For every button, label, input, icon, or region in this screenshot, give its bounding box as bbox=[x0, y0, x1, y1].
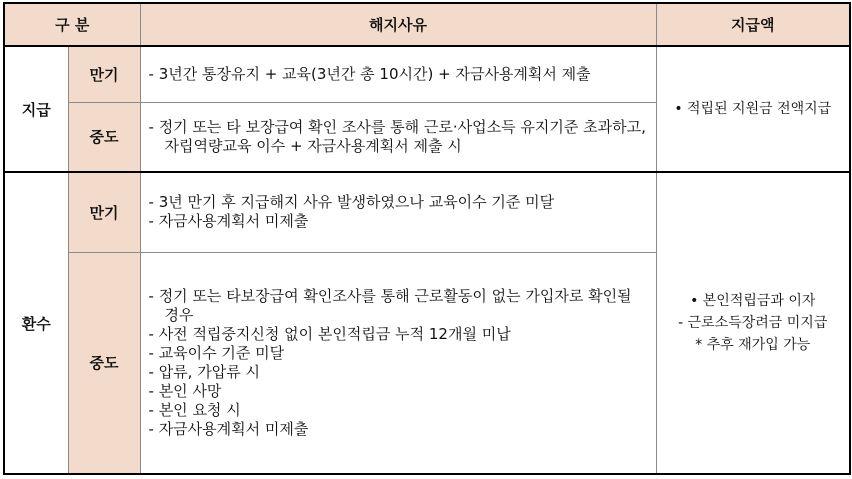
reason-cell bbox=[140, 46, 656, 102]
amount-cell-payment bbox=[656, 46, 850, 172]
table-row bbox=[4, 172, 850, 252]
amount-line: * 추후 재가입 가능 bbox=[695, 337, 811, 353]
reason-item: - 자금사용계획서 미제출 bbox=[148, 419, 309, 438]
amount-line: - 근로소득장려금 미지급 bbox=[678, 315, 828, 331]
reason-item: - 본인 요청 시 bbox=[148, 400, 241, 419]
header-reason: 해지사유 bbox=[140, 3, 656, 46]
reason-cell bbox=[140, 252, 656, 474]
section-label-recovery: 환수 bbox=[4, 172, 68, 474]
amount-line: • 본인적립금과 이자 bbox=[690, 293, 816, 309]
reason-item: - 정기 또는 타보장급여 확인조사를 통해 근로활동이 없는 가입자로 확인될 경우 bbox=[148, 286, 632, 324]
reason-item: - 자금사용계획서 미제출 bbox=[148, 212, 309, 231]
amount-cell-recovery bbox=[656, 172, 850, 474]
amount-line: • 적립된 지원금 전액지급 bbox=[674, 101, 832, 117]
reason-item: - 3년간 통장유지 + 교육(3년간 총 10시간) + 자금사용계획서 제출 bbox=[148, 64, 591, 83]
row-label-maturity: 만기 bbox=[68, 172, 140, 252]
reason-item: - 압류, 가압류 시 bbox=[148, 362, 260, 381]
reason-item: - 교육이수 기준 미달 bbox=[148, 343, 285, 362]
row-label-midterm: 중도 bbox=[68, 102, 140, 172]
reason-item: - 본인 사망 bbox=[148, 381, 222, 400]
reason-cell bbox=[140, 172, 656, 252]
termination-table bbox=[3, 2, 851, 475]
section-label-payment: 지급 bbox=[4, 46, 68, 172]
header-category: 구 분 bbox=[4, 3, 140, 46]
row-label-maturity: 만기 bbox=[68, 46, 140, 102]
reason-cell bbox=[140, 102, 656, 172]
reason-item: - 사전 적립중지신청 없이 본인적립금 누적 12개월 미납 bbox=[148, 324, 511, 343]
row-label-midterm: 중도 bbox=[68, 252, 140, 474]
header-row bbox=[4, 3, 850, 46]
reason-item: - 정기 또는 타 보장급여 확인 조사를 통해 근로·사업소득 유지기준 초과하고, 자립역량교육 이수 + 자금사용계획서 제출 시 bbox=[148, 117, 646, 155]
reason-item: - 3년 만기 후 지급해지 사유 발생하였으나 교육이수 기준 미달 bbox=[148, 193, 555, 212]
table-row bbox=[4, 46, 850, 102]
header-amount: 지급액 bbox=[656, 3, 850, 46]
table-container bbox=[3, 2, 849, 475]
